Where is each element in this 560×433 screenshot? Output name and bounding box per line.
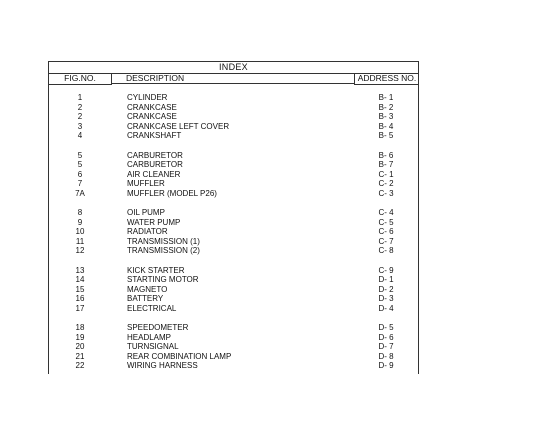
description-cell: TRANSMISSION (2) (127, 246, 200, 255)
index-rows (49, 93, 418, 381)
address-no-cell: B- 6 (378, 150, 394, 160)
fig-no-cell: 5 (77, 160, 83, 169)
address-no-cell: B- 7 (378, 160, 394, 169)
fig-no-cell: 18 (75, 323, 85, 332)
fig-no-header: FIG.NO. (49, 73, 112, 85)
fig-no-cell: 1 (77, 93, 83, 102)
index-group (49, 151, 418, 199)
address-no-cell: D- 6 (378, 332, 394, 342)
description-cell: MUFFLER (MODEL P26) (127, 188, 217, 198)
description-cell: SPEEDOMETER (127, 323, 189, 332)
fig-no-cell: 13 (75, 265, 85, 275)
table-row (49, 160, 418, 170)
description-cell: STARTING MOTOR (127, 275, 199, 284)
table-row (49, 112, 418, 122)
table-row (49, 189, 418, 199)
description-cell: MUFFLER (127, 179, 165, 188)
table-row (49, 361, 418, 371)
description-cell: HEADLAMP (127, 332, 172, 342)
description-cell: CYLINDER (127, 93, 168, 102)
description-cell: TURNSIGNAL (127, 342, 179, 351)
table-row (49, 285, 418, 295)
table-row (49, 294, 418, 304)
fig-no-cell: 8 (77, 208, 83, 217)
address-no-cell: B- 2 (378, 102, 394, 112)
description-cell: CRANKCASE (127, 112, 177, 121)
table-row (49, 93, 418, 103)
fig-no-cell: 21 (75, 351, 85, 361)
fig-no-cell: 5 (77, 150, 83, 160)
fig-no-cell: 12 (75, 246, 85, 255)
index-group (49, 93, 418, 141)
address-no-cell: C- 4 (378, 208, 394, 217)
index-sheet (48, 61, 419, 374)
address-no-cell: D- 1 (378, 275, 394, 284)
description-cell: CARBURETOR (127, 150, 183, 160)
description-header: DESCRIPTION (112, 73, 354, 84)
address-no-cell: D- 5 (378, 323, 394, 332)
table-row (49, 131, 418, 141)
address-no-cell: C- 5 (378, 217, 394, 227)
description-cell: BATTERY (127, 294, 164, 303)
fig-no-cell: 2 (77, 102, 83, 112)
address-no-cell: B- 3 (378, 112, 394, 121)
description-cell: CRANKSHAFT (127, 131, 182, 140)
address-no-cell: C- 7 (378, 236, 394, 246)
address-no-cell: C- 6 (378, 227, 394, 236)
table-row (49, 342, 418, 352)
table-row (49, 352, 418, 362)
fig-no-cell: 9 (77, 217, 83, 227)
fig-no-cell: 19 (75, 332, 85, 342)
address-no-header: ADDRESS NO. (354, 73, 419, 85)
address-no-cell: C- 1 (378, 169, 394, 179)
description-cell: MAGNETO (127, 284, 168, 294)
fig-no-cell: 15 (75, 284, 85, 294)
table-row (49, 218, 418, 228)
table-row (49, 333, 418, 343)
address-no-cell: C- 9 (378, 265, 394, 275)
fig-no-cell: 16 (75, 294, 85, 303)
table-row (49, 266, 418, 276)
fig-no-cell: 2 (77, 112, 83, 121)
fig-no-cell: 7 (77, 179, 83, 188)
index-group (49, 208, 418, 256)
address-no-cell: D- 9 (378, 361, 394, 370)
table-row (49, 227, 418, 237)
fig-no-cell: 11 (75, 236, 85, 246)
table-row (49, 323, 418, 333)
index-title: INDEX (49, 62, 418, 74)
address-no-cell: B- 1 (378, 93, 394, 102)
address-no-cell: B- 5 (378, 131, 394, 140)
description-cell: WIRING HARNESS (127, 361, 198, 370)
description-cell: KICK STARTER (127, 265, 185, 275)
description-cell: TRANSMISSION (1) (127, 236, 200, 246)
description-cell: REAR COMBINATION LAMP (127, 351, 232, 361)
address-no-cell: D- 3 (378, 294, 394, 303)
table-row (49, 103, 418, 113)
address-no-cell: D- 4 (378, 303, 394, 313)
table-row (49, 151, 418, 161)
fig-no-cell: 3 (77, 121, 83, 131)
table-row (49, 275, 418, 285)
index-group (49, 266, 418, 314)
description-cell: CRANKCASE (127, 102, 177, 112)
address-no-cell: C- 8 (378, 246, 394, 255)
description-cell: RADIATOR (127, 227, 168, 236)
fig-no-cell: 20 (75, 342, 85, 351)
fig-no-cell: 6 (77, 169, 83, 179)
table-row (49, 179, 418, 189)
table-row (49, 170, 418, 180)
table-row (49, 237, 418, 247)
table-row (49, 304, 418, 314)
address-no-cell: C- 2 (378, 179, 394, 188)
address-no-cell: B- 4 (378, 121, 394, 131)
index-group (49, 323, 418, 371)
address-no-cell: D- 8 (378, 351, 394, 361)
address-no-cell: D- 7 (378, 342, 394, 351)
table-row (49, 246, 418, 256)
fig-no-cell: 17 (75, 303, 85, 313)
description-cell: WATER PUMP (127, 217, 181, 227)
description-cell: CRANKCASE LEFT COVER (127, 121, 230, 131)
fig-no-cell: 14 (75, 275, 85, 284)
table-row (49, 122, 418, 132)
description-cell: OIL PUMP (127, 208, 165, 217)
fig-no-cell: 7A (75, 188, 85, 198)
table-row (49, 208, 418, 218)
description-cell: CARBURETOR (127, 160, 183, 169)
address-no-cell: C- 3 (378, 188, 394, 198)
fig-no-cell: 22 (75, 361, 85, 370)
address-no-cell: D- 2 (378, 284, 394, 294)
fig-no-cell: 10 (75, 227, 85, 236)
fig-no-cell: 4 (77, 131, 83, 140)
description-cell: ELECTRICAL (127, 303, 177, 313)
description-cell: AIR CLEANER (127, 169, 181, 179)
